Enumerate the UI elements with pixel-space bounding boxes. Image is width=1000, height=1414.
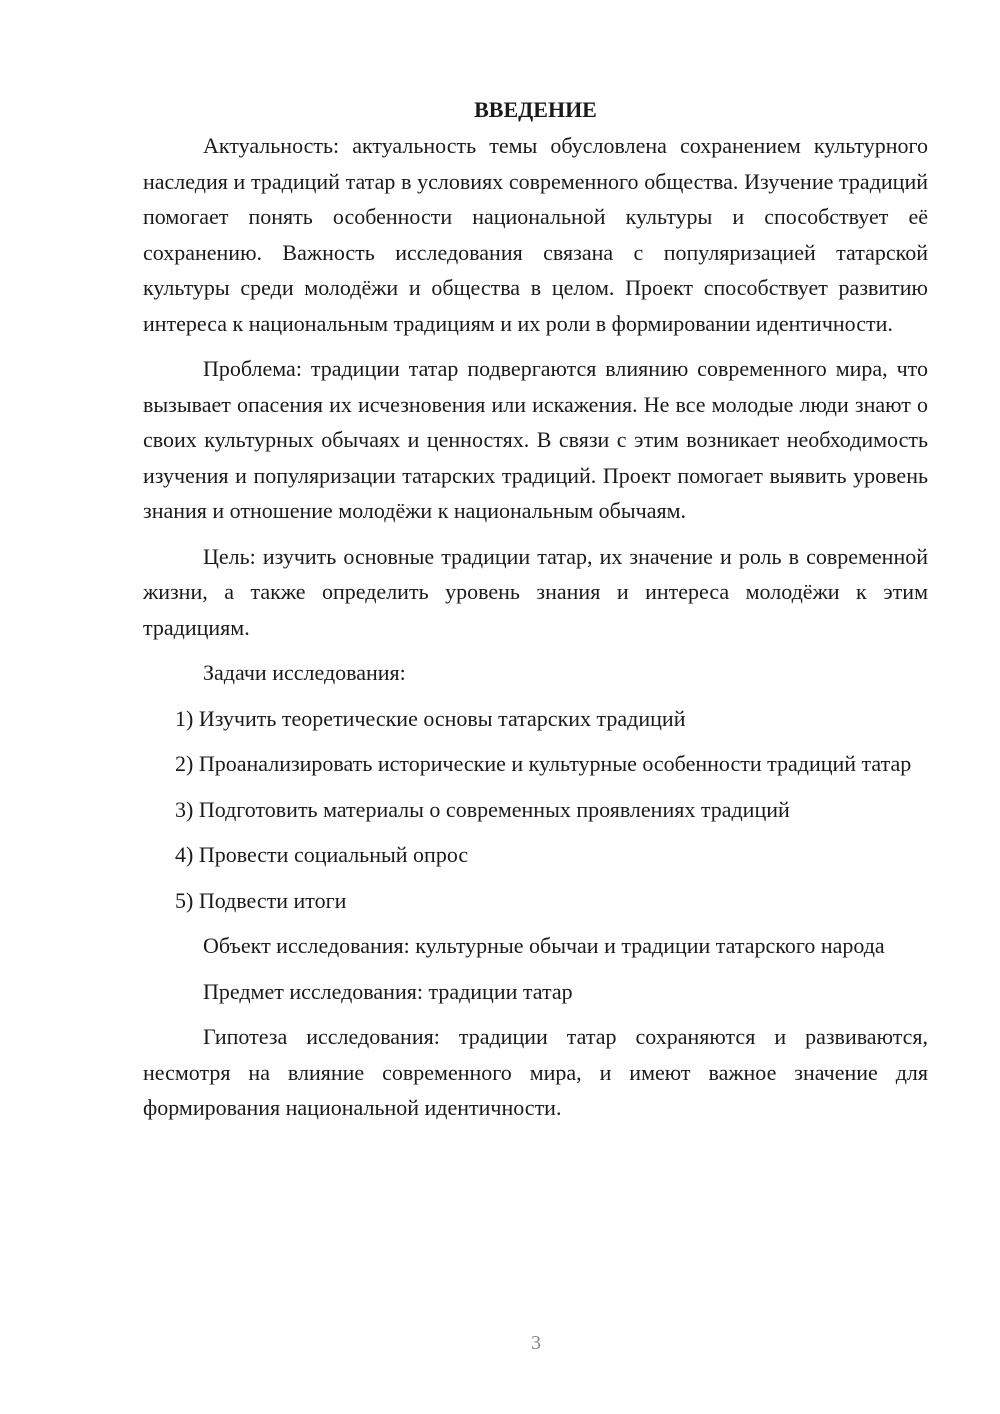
tasks-heading: Задачи исследования: [203, 660, 406, 685]
page-title: ВВЕДЕНИЕ [474, 97, 597, 122]
object-paragraph: Объект исследования: культурные обычаи и традиции татарского народа [203, 933, 885, 958]
relevance-paragraph: Актуальность: актуальность темы обусловлена сохранением культурного наследия и традиций татар в условиях современного общества. Изучение традиций помогает понять особенности национальной культуры и способствует её сохранению. Важность исследования связана с популяризацией татарской культуры среди молодёжи и общества в целом. Проект способствует развитию интереса к национальным традициям и их роли в формировании идентичности. [143, 133, 928, 336]
subject-paragraph: Предмет исследования: традиции татар [203, 978, 573, 1004]
task-item: 4) Провести социальный опрос [175, 842, 469, 867]
goal-paragraph: Цель: изучить основные традиции татар, их значение и роль в современной жизни, а также определить уровень знания и интереса молодёжи к этим традициям. [143, 543, 928, 640]
task-item: 5) Подвести итоги [175, 887, 347, 913]
hypothesis-paragraph: Гипотеза исследования: традиции татар сохраняются и развиваются, несмотря на влияние современного мира, и имеют важное значение для формирования национальной идентичности. [143, 1024, 928, 1120]
document-page [143, 92, 928, 1136]
task-item: 1) Изучить теоретические основы татарских традиций [175, 705, 686, 731]
tasks-list [143, 701, 928, 919]
problem-paragraph: Проблема: традиции татар подвергаются влиянию современного мира, что вызывает опасения их исчезновения или искажения. Не все молодые люди знают о своих культурных обычаях и ценностях. В связи с этим возникает необходимость изучения и популяризации татарских традиций. Проект помогает выявить уровень знания и отношение молодёжи к национальным обычаям. [143, 356, 928, 523]
page-number: 3 [531, 1332, 541, 1354]
task-item: 3) Подготовить материалы о современных проявлениях традиций [175, 796, 790, 822]
task-item: 2) Проанализировать исторические и культурные особенности традиций татар [175, 751, 912, 776]
